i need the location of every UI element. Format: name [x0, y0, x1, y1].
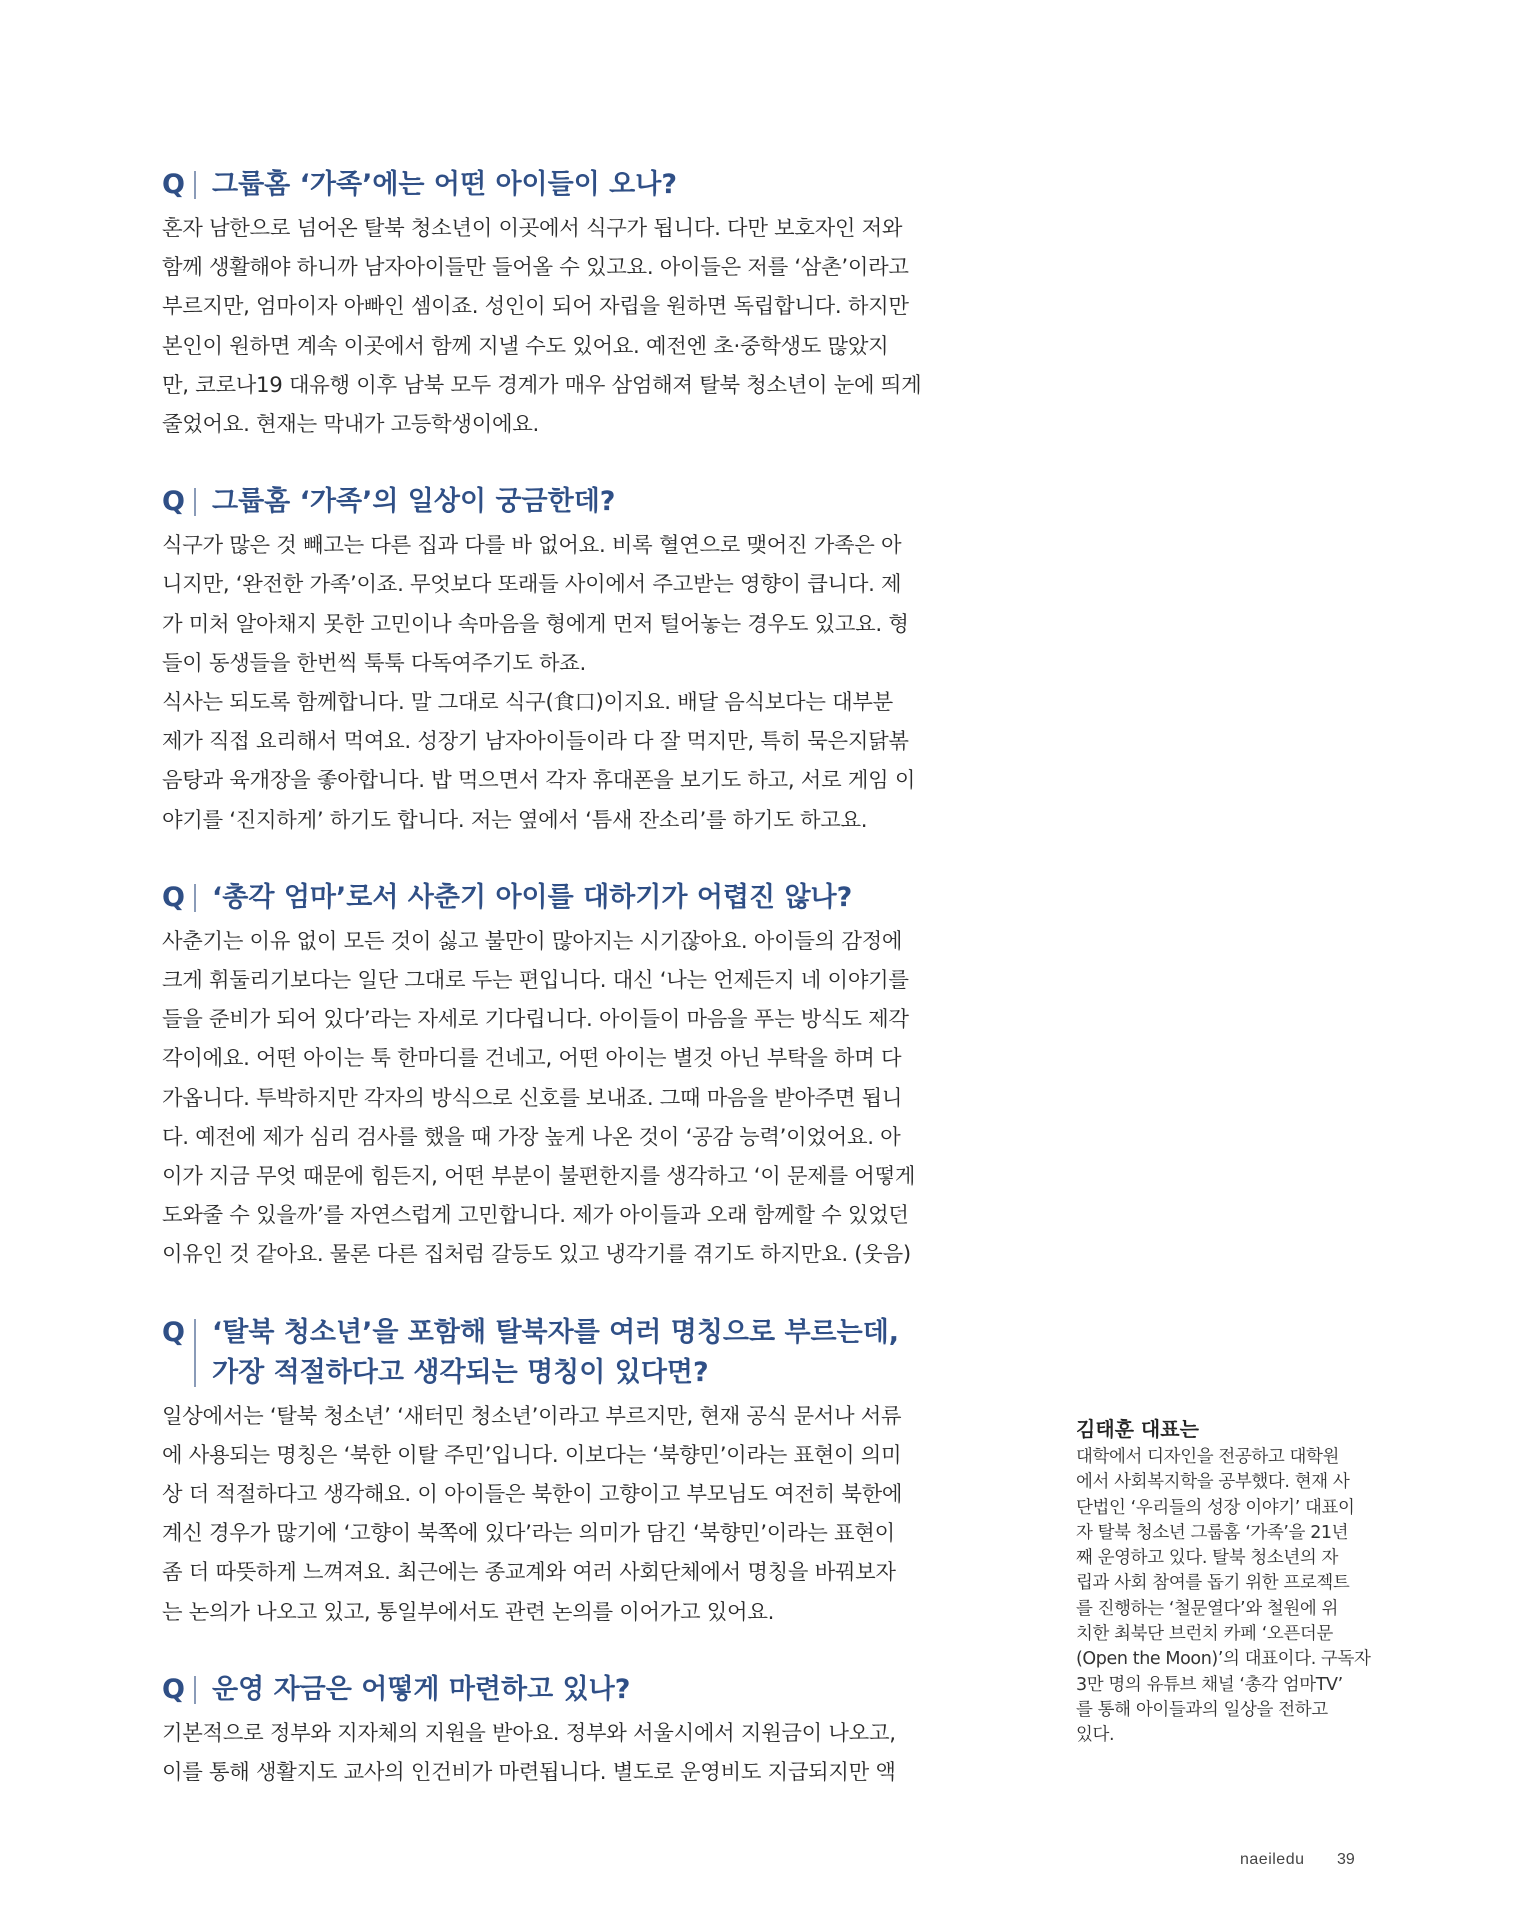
answer-line: 도와줄 수 있을까’를 자연스럽게 고민합니다. 제가 아이들과 오래 함께할 수 있었던: [162, 1203, 909, 1229]
page-footer: [1240, 1851, 1355, 1869]
answer-line: 줄었어요. 현재는 막내가 고등학생이에요.: [162, 412, 539, 438]
question-heading: [162, 1670, 952, 1710]
answer-line: 혼자 남한으로 넘어온 탈북 청소년이 이곳에서 식구가 됩니다. 다만 보호자인 저와: [162, 216, 903, 241]
question-marker: Q: [162, 881, 185, 913]
question-line: 가장 적절하다고 생각되는 명칭이 있다면?: [212, 1356, 709, 1388]
answer-line: 이를 통해 생활지도 교사의 인건비가 마련됩니다. 별도로 운영비도 지급되지만 액: [162, 1760, 896, 1786]
qa-block: [162, 1670, 952, 1792]
answer-line: 이가 지금 무엇 때문에 힘든지, 어떤 부분이 불편한지를 생각하고 ‘이 문제를 어떻게: [162, 1164, 916, 1190]
question-divider: [194, 488, 196, 516]
answer-line: 기본적으로 정부와 지자체의 지원을 받아요. 정부와 서울시에서 지원금이 나오고,: [162, 1720, 896, 1746]
answer-line: 니지만, ‘완전한 가족’이죠. 무엇보다 또래들 사이에서 주고받는 영향이 큽니다. 제: [162, 572, 902, 598]
question-marker: Q: [162, 1316, 185, 1348]
answer-line: 가 미처 알아채지 못한 고민이나 속마음을 형에게 먼저 털어놓는 경우도 있고요. 형: [162, 611, 909, 637]
question-text: [212, 878, 952, 918]
author-profile-line: 대학에서 디자인을 전공하고 대학원: [1076, 1447, 1340, 1467]
answer-line: 일상에서는 ‘탈북 청소년’ ‘새터민 청소년’이라고 부르지만, 현재 공식 문서나 서류: [162, 1403, 902, 1429]
question-line: 운영 자금은 어떻게 마련하고 있나?: [212, 1673, 631, 1705]
magazine-brand: naeiledu: [1240, 1851, 1305, 1868]
answer-line: 가옵니다. 투박하지만 각자의 방식으로 신호를 보내죠. 그때 마음을 받아주면 됩니: [162, 1085, 903, 1111]
author-profile-line: 단법인 ‘우리들의 성장 이야기’ 대표이: [1076, 1497, 1355, 1518]
answer-line: 야기를 ‘진지하게’ 하기도 합니다. 저는 옆에서 ‘틈새 잔소리’를 하기도 하고요.: [162, 807, 868, 833]
qa-block: [162, 482, 952, 840]
answer-paragraph: [162, 683, 952, 840]
answer-line: 좀 더 따뜻하게 느껴져요. 최근에는 종교계와 여러 사회단체에서 명칭을 바꿔보자: [162, 1560, 896, 1586]
answer-paragraph: [162, 1397, 952, 1632]
page-number: 39: [1336, 1851, 1355, 1868]
question-marker: Q: [162, 1673, 185, 1705]
question-text: [212, 1313, 952, 1393]
answer-line: 는 논의가 나오고 있고, 통일부에서도 관련 논의를 이어가고 있어요.: [162, 1599, 775, 1625]
author-profile-line: 있다.: [1076, 1725, 1115, 1746]
answer-paragraph: [162, 526, 952, 683]
answer-line: 각이에요. 어떤 아이는 툭 한마디를 건네고, 어떤 아이는 별것 아닌 부탁을 하며 다: [162, 1046, 902, 1072]
question-heading: [162, 165, 952, 205]
answer-line: 부르지만, 엄마이자 아빠인 셈이죠. 성인이 되어 자립을 원하면 독립합니다. 하지만: [162, 294, 909, 320]
answer-paragraph: [162, 922, 952, 1275]
answer-line: 식구가 많은 것 빼고는 다른 집과 다를 바 없어요. 비록 혈연으로 맺어진 가족은 아: [162, 533, 902, 559]
question-marker: Q: [162, 486, 185, 518]
answer-line: 다. 예전에 제가 심리 검사를 했을 때 가장 높게 나온 것이 ‘공감 능력’이었어요. 아: [162, 1124, 901, 1150]
question-heading: [162, 482, 952, 522]
question-divider: [194, 1319, 196, 1387]
author-profile-line: 립과 사회 참여를 돕기 위한 프로젝트: [1076, 1573, 1350, 1594]
question-heading: [162, 1313, 952, 1393]
answer-line: 상 더 적절하다고 생각해요. 이 아이들은 북한이 고향이고 부모님도 여전히 북한에: [162, 1482, 903, 1508]
question-line: 그룹홈 ‘가족’에는 어떤 아이들이 오나?: [212, 169, 678, 200]
answer-line: 사춘기는 이유 없이 모든 것이 싫고 불만이 많아지는 시기잖아요. 아이들의 감정에: [162, 928, 903, 954]
author-profile-line: 자 탈북 청소년 그룹홈 ‘가족’을 21년: [1076, 1522, 1349, 1543]
qa-block: [162, 165, 952, 444]
author-profile-line: 째 운영하고 있다. 탈북 청소년의 자: [1076, 1548, 1339, 1569]
answer-line: 만, 코로나19 대유행 이후 남북 모두 경계가 매우 삼엄해져 탈북 청소년이 눈에 띄게: [162, 372, 922, 398]
question-text: [212, 1670, 952, 1710]
qa-block: [162, 878, 952, 1275]
question-divider: [194, 171, 196, 199]
author-profile-line: 3만 명의 유튜브 채널 ‘총각 엄마TV’: [1076, 1674, 1343, 1695]
question-divider: [194, 884, 196, 912]
answer-line: 본인이 원하면 계속 이곳에서 함께 지낼 수도 있어요. 예전엔 초·중학생도 많았지: [162, 333, 889, 359]
question-text: [212, 165, 952, 205]
answer-line: 음탕과 육개장을 좋아합니다. 밥 먹으면서 각자 휴대폰을 보기도 하고, 서로 게임 이: [162, 768, 916, 794]
answer-line: 들이 동생들을 한번씩 툭툭 다독여주기도 하죠.: [162, 650, 587, 676]
author-profile-text: [1076, 1445, 1376, 1749]
question-text: [212, 482, 952, 522]
author-profile-box: [1076, 1415, 1376, 1749]
answer-line: 식사는 되도록 함께합니다. 말 그대로 식구(食口)이지요. 배달 음식보다는 대부분: [162, 690, 893, 716]
author-profile-line: 에서 사회복지학을 공부했다. 현재 사: [1076, 1472, 1350, 1493]
question-heading: [162, 878, 952, 918]
answer-line: 크게 휘둘리기보다는 일단 그대로 두는 편입니다. 대신 ‘나는 언제든지 네 이야기를: [162, 968, 909, 994]
answer-line: 이유인 것 같아요. 물론 다른 집처럼 갈등도 있고 냉각기를 겪기도 하지만요. (웃음): [162, 1242, 911, 1268]
question-line: ‘총각 엄마’로서 사춘기 아이를 대하기가 어렵진 않나?: [212, 881, 853, 913]
author-profile-line: 치한 최북단 브런치 카페 ‘오픈더문: [1076, 1624, 1333, 1645]
question-line: ‘탈북 청소년’을 포함해 탈북자를 여러 명칭으로 부르는데,: [212, 1316, 900, 1348]
article-body: [162, 165, 952, 1830]
answer-line: 제가 직접 요리해서 먹여요. 성장기 남자아이들이라 다 잘 먹지만, 특히 묵은지닭볶: [162, 729, 909, 755]
author-profile-line: 를 통해 아이들과의 일상을 전하고: [1076, 1699, 1328, 1720]
author-profile-line: (Open the Moon)’의 대표이다. 구독자: [1076, 1649, 1371, 1670]
author-profile-title: 김태훈 대표는: [1076, 1417, 1199, 1441]
question-divider: [194, 1676, 196, 1704]
answer-line: 계신 경우가 많기에 ‘고향이 북쪽에 있다’라는 의미가 담긴 ‘북향민’이라는 표현이: [162, 1521, 895, 1547]
answer-line: 에 사용되는 명칭은 ‘북한 이탈 주민’입니다. 이보다는 ‘북향민’이라는 표현이 의미: [162, 1442, 902, 1468]
qa-block: [162, 1313, 952, 1632]
answer-paragraph: [162, 1714, 952, 1792]
author-profile-line: 를 진행하는 ‘철문열다’와 철원에 위: [1076, 1598, 1339, 1619]
answer-line: 함께 생활해야 하니까 남자아이들만 들어올 수 있고요. 아이들은 저를 ‘삼촌’이라고: [162, 255, 909, 281]
answer-paragraph: [162, 209, 952, 444]
answer-line: 들을 준비가 되어 있다’라는 자세로 기다립니다. 아이들이 마음을 푸는 방식도 제각: [162, 1007, 909, 1033]
question-line: 그룹홈 ‘가족’의 일상이 궁금한데?: [212, 486, 616, 518]
question-marker: Q: [162, 169, 185, 200]
